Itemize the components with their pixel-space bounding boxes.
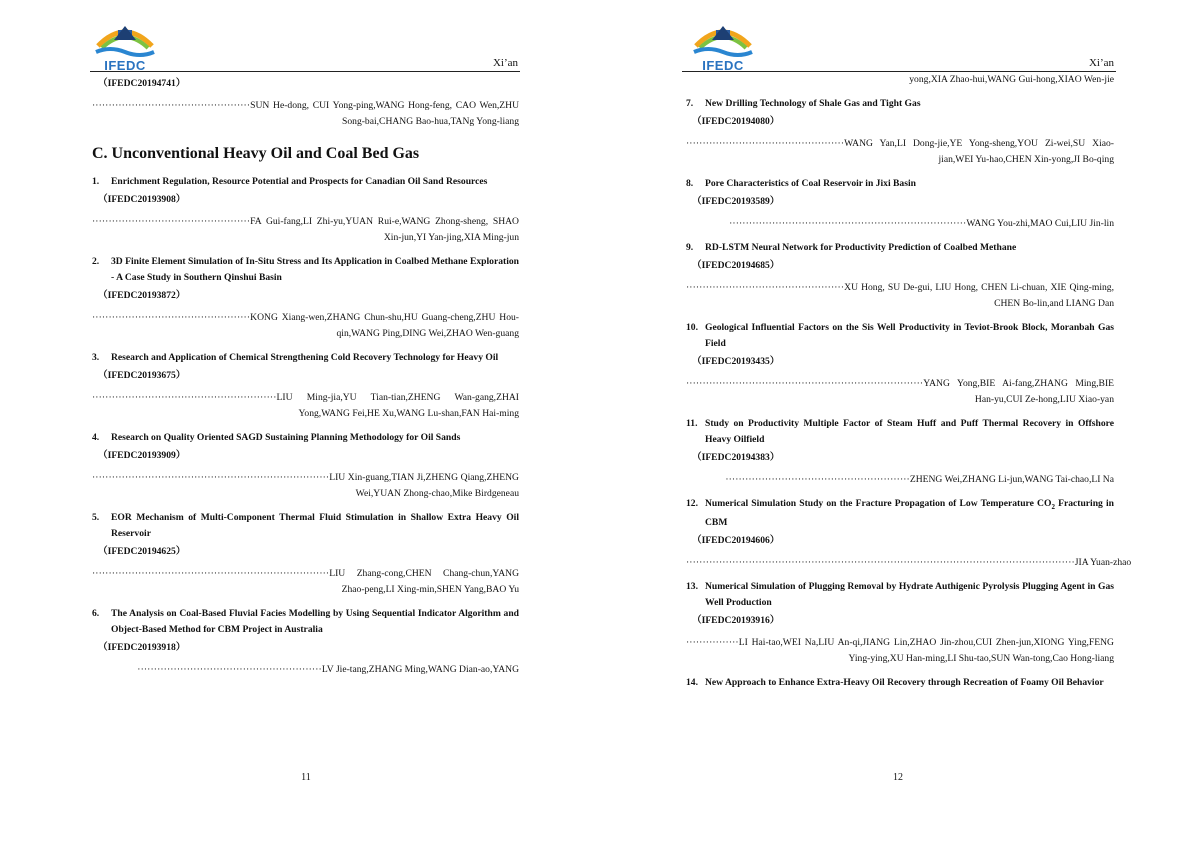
paper-number: 6. [92,608,100,619]
leader-dots: ········································································ [686,378,924,389]
paper-authors [92,390,519,422]
author-list: YANG Yong,BIE Ai-fang,ZHANG Ming,BIE Han-yu,CUI Ze-hong,LIU Xiao-yan [923,378,1114,405]
paper-authors [686,216,1114,232]
paper-authors [92,566,519,598]
paper-code: （IFEDC20193872） [98,290,186,301]
paper-entry [686,320,1114,408]
paper-number: 4. [92,432,100,443]
paper-title-row [92,430,519,446]
paper-title: Research and Application of Chemical Strengthening Cold Recovery Technology for Heavy Oil [111,352,499,363]
paper-title-row [686,320,1114,352]
logo-text: IFEDC [104,58,146,73]
paper-number: 7. [686,98,694,109]
right-content [686,72,1132,699]
leader-dots: ················································ [686,282,845,293]
paper-number: 11. [686,418,698,429]
author-list: XU Hong, SU De-gui, LIU Hong, CHEN Li-chuan, XIE Qing-ming, CHEN Bo-lin,and LIANG Dan [844,282,1114,309]
paper-number: 13. [686,580,698,592]
page-number: 11 [301,772,311,783]
header-rule [90,71,520,72]
paper-entry [92,350,519,422]
paper-code: （IFEDC20194080） [692,116,780,127]
author-list: FA Gui-fang,LI Zhi-yu,YUAN Rui-e,WANG Zhong-sheng, SHAO Xin-jun,YI Yan-jing,XIA Ming-jun [250,216,519,243]
leader-dots: ························································ [92,392,277,403]
author-list: JIA Yuan-zhao [1074,556,1132,568]
paper-code: （IFEDC20194625） [98,546,186,557]
paper-code: （IFEDC20193918） [98,642,186,653]
paper-title-row [686,240,1114,256]
paper-entry [686,96,1114,168]
paper-authors [92,214,519,246]
paper-code: （IFEDC20194606） [692,534,780,546]
paper-title-part: Fracturing in CBM [705,498,1114,528]
ifedc-logo-icon [92,16,158,60]
paper-entry [686,579,1114,667]
author-list: KONG Xiang-wen,ZHANG Chun-shu,HU Guang-cheng,ZHU Hou-qin,WANG Ping,DING Wei,ZHAO Wen-guang [250,312,519,339]
paper-title: 3D Finite Element Simulation of In-Situ Stress and Its Application in Coalbed Methane Exploration - A Case Study in Southern Qinshui Basin [111,256,519,283]
paper-authors [92,662,519,678]
paper-code: （IFEDC20193908） [98,194,186,205]
leader-dots: ········································································ [92,472,330,483]
paper-title-row [686,675,1114,691]
paper-authors [92,470,519,502]
ifedc-logo-icon [690,16,756,60]
leader-dots: ······················································································································ [686,556,1075,568]
paper-title: Pore Characteristics of Coal Reservoir in Jixi Basin [705,178,916,189]
paper-code: （IFEDC20193675） [98,370,186,381]
paper-code: （IFEDC20194383） [692,452,780,463]
paper-title-row [92,174,519,190]
paper-entry [92,430,519,502]
author-list: ZHENG Wei,ZHANG Li-jun,WANG Tai-chao,LI Na [909,474,1114,485]
leader-dots: ········································································ [729,218,967,229]
paper-number: 3. [92,352,100,363]
continued-authors: yong,XIA Zhao-hui,WANG Gui-hong,XIAO Wen-jie [909,74,1114,85]
logo-text: IFEDC [702,58,744,73]
leader-dots: ················································ [92,100,251,111]
paper-title: Enrichment Regulation, Resource Potential and Prospects for Canadian Oil Sand Resources [111,176,488,187]
author-list: LIU Zhang-cong,CHEN Chang-chun,YANG Zhao-peng,LI Xing-min,SHEN Yang,BAO Yu [329,568,519,595]
paper-entry [686,675,1114,691]
paper-entry [686,240,1114,312]
leader-dots: ················································ [92,312,251,323]
paper-number: 14. [686,676,698,688]
paper-entry [92,510,519,598]
author-list: WANG Yan,LI Dong-jie,YE Yong-sheng,YOU Zi-wei,SU Xiao-jian,WEI Yu-hao,CHEN Xin-yong,JI Bo-qing [844,138,1114,165]
paper-title [705,496,1114,531]
author-list: LIU Xin-guang,TIAN Ji,ZHENG Qiang,ZHENG Wei,YUAN Zhong-chao,Mike Birdgeneau [329,472,519,499]
paper-number: 1. [92,176,100,187]
author-list: LIU Ming-jia,YU Tian-tian,ZHENG Wan-gang,ZHAI Yong,WANG Fei,HE Xu,WANG Lu-shan,FAN Hai-ming [276,392,519,419]
author-list: SUN He-dong, CUI Yong-ping,WANG Hong-feng, CAO Wen,ZHU Song-bai,CHANG Bao-hua,TANg Yong-liang [250,100,519,127]
author-list: WANG You-zhi,MAO Cui,LIU Jin-lin [966,218,1114,229]
paper-code: （IFEDC20193909） [98,450,186,461]
paper-number: 12. [686,498,698,509]
leader-dots: ················ [686,636,739,648]
paper-number: 2. [92,256,100,267]
leader-dots: ················································ [92,216,251,227]
paper-title-row [686,496,1114,531]
ifedc-logo [690,16,756,74]
paper-title-row [686,96,1114,112]
paper-code: （IFEDC20193916） [692,614,780,626]
paper-code: （IFEDC20194685） [692,260,780,271]
paper-number: 9. [686,242,694,253]
paper-title-row [686,176,1114,192]
page-number: 12 [893,772,903,783]
paper-title: RD-LSTM Neural Network for Productivity Prediction of Coalbed Methane [705,242,1017,253]
header-city: Xi’an [1088,57,1114,69]
paper-entry [92,254,519,342]
author-list: LI Hai-tao,WEI Na,LIU An-qi,JIANG Lin,ZHAO Jin-zhou,CUI Zhen-jun,XIONG Ying,FENG Ying-ying,XU Han-ming,LI Shu-tao,SUN Wan-tong,Cao Hong-liang [738,636,1114,664]
leader-dots: ················································ [686,138,845,149]
paper-title-row [92,350,519,366]
paper-authors [686,635,1114,667]
paper-title: The Analysis on Coal-Based Fluvial Facies Modelling by Using Sequential Indicator Algorithm and Object-Based Method for CBM Project in Australia [111,608,519,635]
section-heading: C. Unconventional Heavy Oil and Coal Bed Gas [92,145,420,162]
paper-authors [686,136,1114,168]
author-list: LV Jie-tang,ZHANG Ming,WANG Dian-ao,YANG [321,664,519,675]
paper-entry [92,174,519,246]
paper-authors [686,280,1114,312]
paper-code: （IFEDC20193435） [692,356,780,367]
paper-number: 8. [686,178,694,189]
paper-entry [686,176,1114,232]
paper-title-row [686,416,1114,448]
paper-authors [686,555,1132,571]
paper-title-part: Numerical Simulation Study on the Fracture Propagation of Low Temperature CO [705,498,1052,509]
leader-dots: ········································································ [92,568,330,579]
paper-number: 5. [92,512,100,523]
paper-title: Numerical Simulation of Plugging Removal by Hydrate Authigenic Pyrolysis Plugging Agent in Gas Well Production [705,580,1114,608]
paper-authors [686,472,1114,488]
paper-entry [92,606,519,678]
subscript: 2 [1051,502,1055,511]
paper-title: New Approach to Enhance Extra-Heavy Oil Recovery through Recreation of Foamy Oil Behavior [705,676,1104,688]
paper-authors [686,376,1114,408]
left-content [92,76,519,686]
paper-title-row [92,606,519,638]
paper-title-row [92,510,519,542]
paper-title: EOR Mechanism of Multi-Component Thermal Fluid Stimulation in Shallow Extra Heavy Oil Reservoir [111,512,519,539]
continued-code: （IFEDC20194741） [98,78,186,89]
paper-title: Research on Quality Oriented SAGD Sustaining Planning Methodology for Oil Sands [111,432,461,443]
paper-title: New Drilling Technology of Shale Gas and Tight Gas [705,98,921,109]
header-city: Xi’an [492,57,518,69]
paper-authors [92,310,519,342]
leader-dots: ························································ [137,664,322,675]
paper-entry [686,416,1114,488]
paper-title: Study on Productivity Multiple Factor of Steam Huff and Puff Thermal Recovery in Offshore Heavy Oilfield [705,418,1114,445]
paper-title-row [92,254,519,286]
paper-number: 10. [686,322,698,333]
paper-title: Geological Influential Factors on the Sis Well Productivity in Teviot-Brook Block, Moranbah Gas Field [705,322,1114,349]
leader-dots: ························································ [725,474,910,485]
paper-code: （IFEDC20193589） [692,196,780,207]
continued-authors [92,98,519,130]
paper-entry [686,496,1132,571]
paper-title-row [686,579,1114,611]
page-right [596,0,1192,842]
ifedc-logo [92,16,158,74]
